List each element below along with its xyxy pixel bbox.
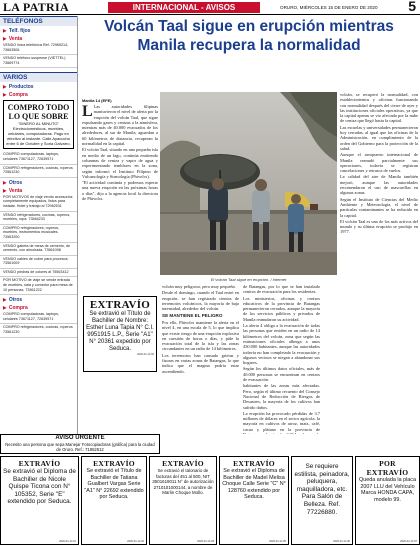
article-subheading: SE MANTIENE EL PELIGRO [162,313,223,319]
classified-ad: COMPRO refrigeradores, cocinas, roperos 73561230 [0,165,77,178]
triangle-bullet-icon: ▶ [3,179,7,185]
article-column-3: de Batangas, por lo que se han instalado centros de evacuación para los residentes. Los ministerios, oficinas y centros educativos de la provincia de Batangas permanecieron cerrados, aunque la mayoría de los servicios públicos y privados de Manila reanudaron su actividad. La alerta 4 obliga a la evacuación de todas las personas que residen en un radio de 14 kilómetros del volcán, zona que según las estimaciones oficiales alberga a unos 450.000 habitantes, aunque las autoridades todavía no han completado la evacuación y algunos vecinos se niegan a abandonar sus hogares. Según los últimos datos oficiales, más de 40.000 personas se encuentran en centros de evacuación. habitantes de las zonas más afectadas. Pero, según el último recuento del Consejo Nacional de Reducción de Riesgos de Desastres, la mayoría de los cultivos han sufrido daños. La erupción ha provocado pérdidas de 3.7 millones de dólares en el sector agrícola, la mayoría en cultivos de arroz, maíz, café, cacao y plátano en la provincia de [243,284,320,432]
triangle-bullet-icon: ▶ [3,305,7,311]
subheading-productos: ▶ Productos [3,84,34,91]
ad-code: 2020-01-14 02 [127,540,144,543]
triangle-bullet-icon: ▶ [3,297,7,303]
classified-ad: COMPRO computadoras, laptops, celulares 73671127, 72639571 [0,151,77,164]
featured-ad-box [3,100,74,149]
urgent-notice-ad [0,434,160,454]
article-photo [160,92,337,275]
classified-ad: VENDO refrigeradores, cocinas, roperos, muebles, ropa. 73564233 [0,212,77,225]
subheading-telf-fijos: ▶ Telf. fijos [3,28,31,34]
featured-ad-title: COMPRO TODO LO QUE SOBRE [7,103,70,122]
ad-code: 2020-01-14 04 [137,353,154,356]
classified-ad: COMPRO refrigeradores, cocinas, roperos 73561230 [0,324,77,337]
article-headline: Volcán Taal sigue en erupción mientras Manila recupera la normalidad [104,18,394,54]
ad-body: Se extravió el Diploma de Bachiller de Nicole Quispe Ticona con N° 105352, Serie "E" extendido por Seduca. [3,468,76,506]
classified-ad: VENDO teléfono suspense (VIETTEL) 73669774 [0,55,77,68]
classified-box-ad [355,456,420,545]
classified-ad: VENDO piedras de colores al 75563412 [0,269,77,278]
classified-ad: POR MOTIVO de viaje se vende entrada de muebles, sala y comedor para mesa de 10 personas. 73561222 [0,277,77,295]
classified-box-ad [81,456,147,545]
ad-code: 2020-01-14 01 [59,540,76,543]
triangle-bullet-icon: ▶ [3,36,7,41]
ad-title: EXTRAVÍO [93,459,135,468]
subheading-venta: ▶ Venta [3,187,23,194]
article-column-1: L Las autoridades filipinas mantuvieron el nivel de alerta por la erupción del volcán Taal, que sigue expulsando gases y cenizas a la atmósfera, mientras más de 40.000 evacuados de los alrededores, al sur de Manila, aguardan a 60 kilómetros de distancia, recuperan la normalidad en la capital. El volcán Taal, situado en una pequeña isla en medio de un lago, continúa emitiendo columnas de ceniza y vapor de agua y experimentando temblores en la zona, según informó el Instituto Filipino de Vulcanología y Sismología (Phivolcs). "El actividad continúa y podemos esperar una nueva erupción en las próximas horas o días", dijo a la agencia local la directora de Phivolcs. [82,104,158,202]
ad-code: 2020-01-14 06 [333,540,350,543]
newspaper-logo: LA PATRIA [3,0,69,14]
ad-title: EXTRAVÍO [162,459,204,468]
photo-caption: El volcán Taal sigue en erupción. / Internet [210,277,287,282]
classifieds-column [0,16,78,434]
subheading-otros: ▶ Otros [3,179,23,186]
ad-body: Se extravió el talonario de facturas del 451 al 500, NIT 3501619011 N° de autorización 2710101000144, a nombre de Marlin Choque Mollo. [152,468,214,496]
classified-ad: POR MOTIVOS de viaje vendo accesorios completamente equipados, listos para instalar. Hotel y trabajo al 72962531 [0,194,77,212]
lost-document-ad [83,296,157,372]
subheading-venta: ▶ Venta [3,36,23,42]
ad-body: Se extravió el Título de Bachiller de Nombre: Esther Luna Tapia N° C.I. 9951915 L.P., Serie "A1" N° 20361 expedido por Seduca. [86,311,154,352]
ad-body: Se extravió el Título de Bachiller de Tatiana Gualbert Vargas Serie "A1" N° 22692 extendido por Seduca. [84,468,144,500]
bottom-ads-row [0,456,420,546]
drop-cap: L [82,104,93,120]
classified-box-ad [0,456,79,545]
ad-title: EXTRAVÍO [233,459,275,468]
triangle-bullet-icon: ▶ [3,28,7,33]
volcano-ash-street-photo [160,92,337,275]
subheading-compra: ▶ Compra [3,92,28,99]
classified-box-ad [219,456,289,545]
triangle-bullet-icon: ▶ [3,187,7,193]
classified-ad: COMPRO refrigeradores, roperos, muebles, instrumentos musicales. 73563200 [0,225,77,243]
section-heading-varios: VARIOS [0,72,77,82]
article-column-2: volcán muy peligroso, pero muy pequeño. Desde el domingo, cuando el Taal entró en erupción, se han registrado cientos de terremotos volcánicos, la mayoría de baja intensidad, alrededor del volcán. SE MANTIENE EL PELIGRO Por ello, Phivolcs mantiene la alerta en el nivel 4, en una escala de 5, lo que implica que existe riesgo de una erupción explosiva en cuestión de horas o días, y pide la evacuación total de la isla y las zonas circundantes en un radio de 14 kilómetros. Los terremotos han causado grietas y fisuras en varias zonas de Batangas, lo que indica que el magma podría estar ascendiendo. [162,284,239,374]
page-number: 5 [408,0,416,14]
section-label: INTERNACIONAL - AVISOS [108,2,260,13]
classified-ad: VENDO línea telefónica Ref. 72965214, 73663506 [0,42,77,55]
ad-title: POR EXTRAVÍO [366,459,409,477]
ad-title: EXTRAVÍO [18,459,61,468]
section-heading-telefonos: TELÉFONOS [0,16,77,26]
article-column-5: volcán, se recuperó la normalidad, con establecimientos y oficinas funcionando con normalidad después del cierre de ayer y las instituciones oficiales operativas, ya que la capital apenas se vio afectada por la nube de ceniza que llegó hasta la capital. Las escuelas y universidades permanecieron hoy cerradas, al igual que las oficinas de la Administración, en cumplimiento de la orden del Gobierno para la protección de la salud. Aunque el aeropuerto internacional de Manila reanudó parcialmente sus operaciones, todavía se registran cancelaciones y retrasos de vuelos. La calidad del aire de Manila también mejoró, aunque las autoridades recomendaron el uso de mascarillas en algunas zonas. Según el Instituto de Ciencias del Medio Ambiente y Meteorología, el nivel de partículas contaminantes se ha reducido en la capital. El volcán Taal es uno de los más activos del mundo y su última erupción se produjo en 1977. [340,92,418,235]
page-header [0,0,420,15]
notice-body: Necesito una persona que sepa Manejar Fotocopiadoras (gráfica) para la ciudad de Oruro. Ref.: 71852612 [5,442,155,452]
classified-ad: VENDO gabeta de mesa de cemento, de cemento, con almohada. 73561008 [0,243,77,256]
subheading-otros: ▶ Otros [3,297,23,304]
ad-code: 2020-01-14 05 [269,540,286,543]
classified-ad: COMPRO computadoras, laptops, celulares 73671127, 72639571 [0,311,77,324]
ad-body: Se requiere estilista, peinadora, peluquera, maquilladora, etc. Para Salón de Belleza. Ref. 77226880. [294,463,350,516]
triangle-bullet-icon: ▶ [3,84,7,90]
ad-body: Se extravió el Diploma de Bachiller de Madel Melisa Choque Calle Serie "C" N° 128760 extendido por Seduca. [222,468,286,500]
ad-title: EXTRAVÍO [89,299,151,311]
article-dateline: Manila 14 (EFE) [82,98,112,103]
ad-code: 2020-01-14 07 [400,540,417,543]
notice-title: AVISO URGENTE [55,435,105,441]
classified-box-ad [149,456,217,545]
classified-ad: VENDO cables de cobre para procesos. 73561009 [0,256,77,269]
subheading-compra: ▶ Compra [3,305,28,312]
ad-code: 2020-01-14 03 [197,540,214,543]
classified-box-ad [291,456,353,545]
featured-ad-text: "DINERO AL MINUTO" Electrodomésticos, muebles, celulares, computadoras. Pago en efectivo al instante. Calle Ayacucho entre 6 de Octubre y Soria Galvarro. [6,121,71,147]
triangle-bullet-icon: ▶ [3,92,7,98]
ad-body: Queda anulada la placa 2007 LLU del Vehículo Marca HONDA CAPA, modelo 99. [359,477,416,503]
issue-date: ORURO, MIÉRCOLES 15 DE ENERO DE 2020 [280,5,378,10]
